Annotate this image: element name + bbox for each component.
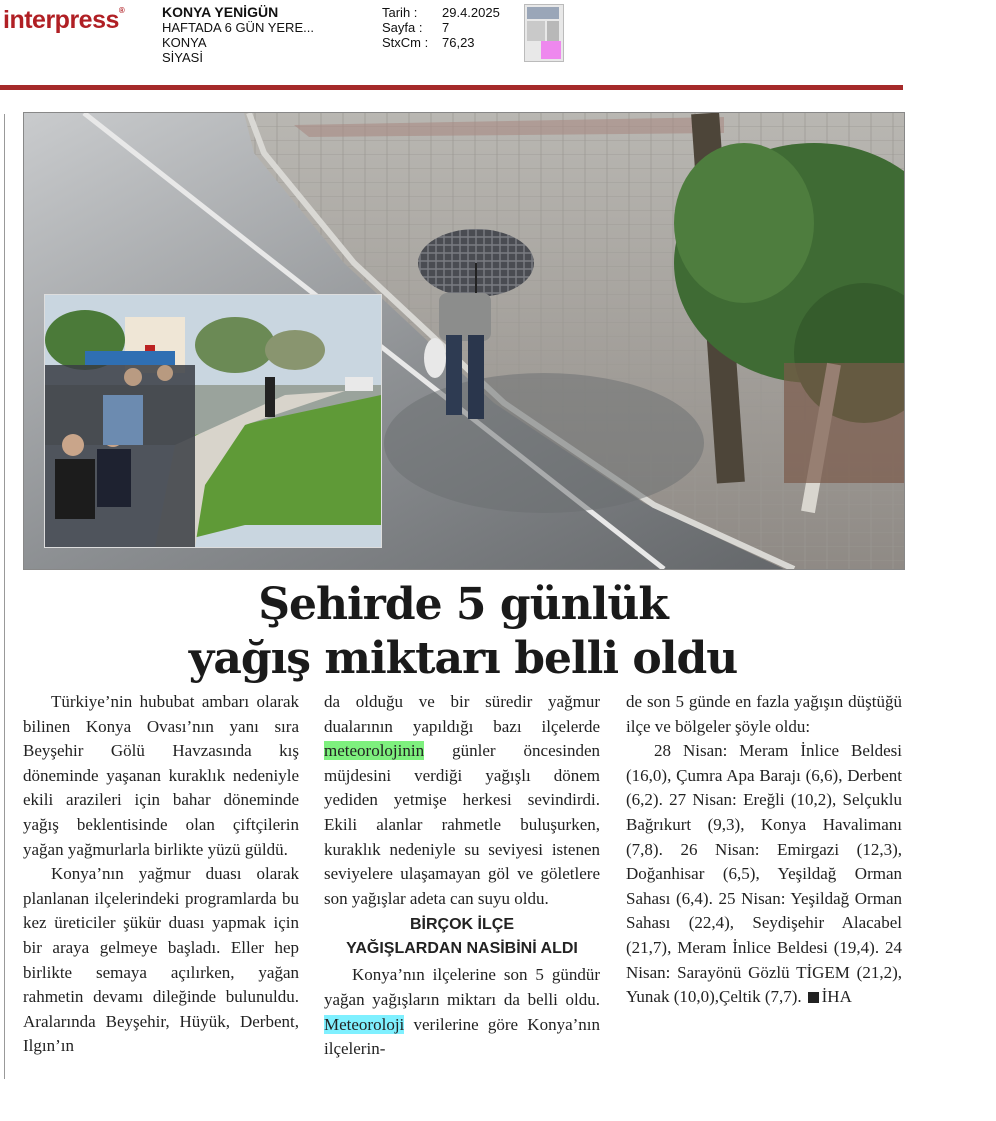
date-label: Tarih : — [382, 5, 418, 20]
publication-category: SİYASİ — [162, 50, 203, 65]
interpress-logo: interpress® — [3, 6, 125, 34]
paragraph-1: Türkiye’nin hububat ambarı olarak bilinen Konya Ovası’nın yanı sıra Beyşehir Gölü Havzasında kış döneminde yaşanan kuraklık nedeniyle ekili arazileri için bahar döneminde yağış beklentisinde olan çiftçilerin yağan yağmurlarla birlikte yüzü güldü. — [23, 692, 299, 859]
article-column-2 — [324, 690, 600, 1062]
source-credit: İHA — [821, 987, 852, 1007]
publication-meta — [162, 5, 314, 65]
left-margin-rule — [4, 114, 5, 1079]
paragraph-3-continued: de son 5 günde en fazla yağışın düştüğü ilçe ve bölgeler şöyle oldu: — [626, 692, 902, 736]
date-value: 29.4.2025 — [442, 5, 500, 20]
publication-frequency: HAFTADA 6 GÜN YERE... — [162, 20, 314, 35]
header-divider — [0, 85, 903, 90]
headline-line-1: Şehirde 5 günlük — [258, 579, 668, 630]
paragraph-2: Konya’nın yağmur duası olarak planlanan ilçelerindeki programlarda bu kez üreticiler şükür duası yapmak için bir araya gelmeye başladı. Eller hep birlikte semaya açılırken, yağan rahmetin devamı dileğinde bulunuldu. Aralarında Beyşehir, Hüyük, Derbent, Ilgın’ın — [23, 864, 299, 1056]
page-thumbnail[interactable] — [524, 4, 564, 62]
clipping-info — [382, 5, 500, 50]
page-value: 7 — [442, 20, 450, 35]
stxcm-value: 76,23 — [442, 35, 475, 50]
publication-city: KONYA — [162, 35, 207, 50]
paragraph-3: Konya’nın ilçelerine son 5 gündür yağan yağışların miktarı da belli oldu. Meteoroloji verilerine göre Konya’nın ilçelerin- — [324, 965, 600, 1059]
end-square-icon — [808, 992, 819, 1003]
page-label: Sayfa : — [382, 20, 423, 35]
article-column-1 — [23, 690, 299, 1059]
article-subheading: BİRÇOK İLÇE YAĞIŞLARDAN NASİBİNİ ALDI — [346, 916, 578, 958]
publication-name: KONYA YENİGÜN — [162, 4, 279, 20]
highlight-meteoroloji: Meteoroloji — [324, 1014, 405, 1034]
article-headline — [23, 578, 903, 686]
article-column-3 — [626, 690, 902, 1010]
inset-photo — [44, 294, 382, 548]
highlight-meteorolojinin: meteorolojinin — [324, 741, 425, 761]
paragraph-4-rainfall-list: 28 Nisan: Meram İnlice Beldesi (16,0), Çumra Apa Barajı (6,6), Derbent (6,2). 27 Nisan: Ereğli (10,2), Selçuklu Bağrıkurt (9,3), Konya Havalimanı (7,8). 26 Nisan: Emirgazi (12,3), Doğanhisar (6,5), Yeşildağ Orman Sahası (6,4). 25 Nisan: Yeşildağ Orman Sahası (22,4), Seydişehir Alacabel (21,7), Meram İnlice Beldesi (19,4). 24 Nisan: Sarayönü Gözlü TİGEM (21,2), Yunak (10,0),Çeltik (7,7). İHA — [626, 741, 902, 1007]
paragraph-2-continued: da olduğu ve bir süredir yağmur dualarının yapıldığı bazı ilçelerde meteorolojinin günler öncesinden müjdesini verdiği yağışlı dönem yediden yetmişe herkesi sevindirdi. Ekili alanlar rahmetle buluşurken, kuraklık nedeniyle su seviyesi istenen seviyelere ulaşamayan göl ve göletlere son yağışlar adeta can suyu oldu. — [324, 692, 600, 908]
stxcm-label: StxCm : — [382, 35, 429, 50]
headline-line-2: yağış miktarı belli oldu — [188, 633, 738, 684]
